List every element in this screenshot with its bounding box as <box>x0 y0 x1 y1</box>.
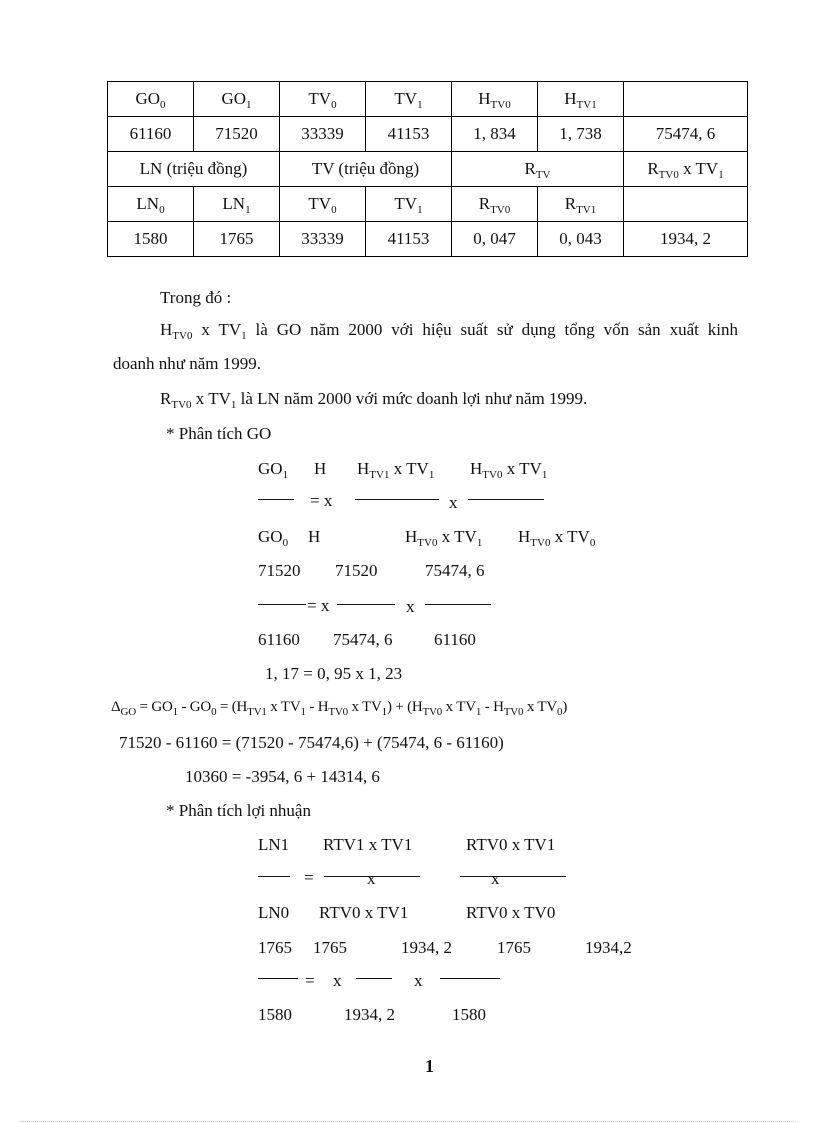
formula-number: 75474, 6 <box>333 630 393 649</box>
fraction-bar <box>460 876 566 877</box>
table-cell: 1, 834 <box>452 117 538 152</box>
fraction-bar <box>337 604 395 605</box>
formula-term: $H_{TV1}$ x $TV_1$ <box>357 459 435 481</box>
operator: x <box>449 493 458 512</box>
fraction-bar <box>258 978 298 979</box>
formula-number: 61160 <box>258 630 300 649</box>
formula-term: $GO_0$ <box>258 527 289 549</box>
table-cell: $LN_0$ <box>108 187 194 222</box>
table-cell: $GO_1$ <box>194 82 280 117</box>
fraction-bar <box>355 499 439 500</box>
table-cell: $GO_0$ <box>108 82 194 117</box>
fraction-bar <box>440 978 500 979</box>
page-bottom-divider <box>20 1121 796 1122</box>
operator: = x <box>307 596 330 615</box>
operator: x <box>491 869 500 888</box>
table-cell: $R_{TV}$ <box>452 152 624 187</box>
table-cell: 71520 <box>194 117 280 152</box>
formula-number: 1934, 2 <box>401 938 452 957</box>
formula-number: 1934, 2 <box>344 1005 395 1024</box>
paragraph-line: $H_{TV0}$ x $TV_1$ là GO năm 2000 với hiệu suất sử dụng tổng vốn sản xuất kinh <box>160 320 738 342</box>
table-cell: $TV_1$ <box>366 82 452 117</box>
table-cell: $TV_0$ <box>280 187 366 222</box>
table-row <box>108 222 748 257</box>
paragraph-line: doanh như năm 1999. <box>113 354 262 373</box>
formula-term: $H_{TV0}$ x $TV_0$ <box>518 527 596 549</box>
table-cell: 0, 047 <box>452 222 538 257</box>
formula-number: 1580 <box>258 1005 292 1024</box>
formula-term: RTV0 x TV0 <box>466 903 556 922</box>
operator: = <box>305 971 315 990</box>
formula-number: 1765 <box>313 938 347 957</box>
table-cell: 61160 <box>108 117 194 152</box>
table-cell <box>624 82 748 117</box>
table-cell: $TV_1$ <box>366 187 452 222</box>
table-cell: $R_{TV0}$ x $TV_1$ <box>624 152 748 187</box>
section-heading-go: * Phân tích GO <box>166 424 272 443</box>
delta-go-formula: $\Delta_{GO} = GO_1 - GO_0 = (H_{TV1}$ x $TV_1 - H_{TV0}$ x $TV_1) + (H_{TV0}$ x $TV_1 - H_{TV0}$ x $TV_0$) <box>111 699 568 718</box>
table-cell: 0, 043 <box>538 222 624 257</box>
formula-number: 1765 <box>258 938 292 957</box>
fraction-bar <box>356 978 392 979</box>
operator: = x <box>310 491 333 510</box>
table-cell: $H_{TV1}$ <box>538 82 624 117</box>
table-cell: LN (triệu đồng) <box>108 152 280 187</box>
table-cell: 41153 <box>366 222 452 257</box>
formula-term: $GO_1$ <box>258 459 289 481</box>
formula-term: $H_{TV0}$ x $TV_1$ <box>470 459 548 481</box>
table-cell: 41153 <box>366 117 452 152</box>
fraction-bar <box>425 604 491 605</box>
table-cell: $TV_0$ <box>280 82 366 117</box>
fraction-bar <box>258 499 294 500</box>
formula-term: LN1 <box>258 835 290 854</box>
formula-number: 71520 <box>335 561 378 580</box>
table-cell: 33339 <box>280 117 366 152</box>
table-row <box>108 82 748 117</box>
operator: x <box>406 597 415 616</box>
paragraph-line: $R_{TV0}$ x $TV_1$ là LN năm 2000 với mức doanh lợi như năm 1999. <box>160 389 588 411</box>
formula-term: RTV1 x TV1 <box>323 835 413 854</box>
formula-term: RTV0 x TV1 <box>466 835 556 854</box>
table-cell: 75474, 6 <box>624 117 748 152</box>
table-row <box>108 152 748 187</box>
delta-go-numbers: 71520 - 61160 = (71520 - 75474,6) + (75474, 6 - 61160) <box>119 733 504 752</box>
formula-term: $H_{TV0}$ x $TV_1$ <box>405 527 483 549</box>
operator: x <box>333 971 342 990</box>
operator: x <box>414 971 423 990</box>
formula-term: LN0 <box>258 903 290 922</box>
data-table <box>107 81 748 257</box>
formula-number: 71520 <box>258 561 301 580</box>
table-cell: $R_{TV1}$ <box>538 187 624 222</box>
delta-go-result: 10360 = -3954, 6 + 14314, 6 <box>185 767 380 786</box>
table-cell: $H_{TV0}$ <box>452 82 538 117</box>
table-cell: 1765 <box>194 222 280 257</box>
fraction-bar <box>468 499 544 500</box>
trong-do-label: Trong đó : <box>160 288 232 307</box>
formula-number: 61160 <box>434 630 476 649</box>
table-cell: $R_{TV0}$ <box>452 187 538 222</box>
fraction-bar <box>258 604 306 605</box>
operator: x <box>367 869 376 888</box>
table-cell <box>624 187 748 222</box>
table-cell: 33339 <box>280 222 366 257</box>
formula-number: 1765 <box>497 938 531 957</box>
formula-number: 1580 <box>452 1005 486 1024</box>
formula-term: H <box>314 459 327 478</box>
fraction-bar <box>258 876 290 877</box>
table-row <box>108 187 748 222</box>
page-number: 1 <box>425 1056 434 1076</box>
formula-term: RTV0 x TV1 <box>319 903 409 922</box>
section-heading-ln: * Phân tích lợi nhuận <box>166 801 311 820</box>
go-result: 1, 17 = 0, 95 x 1, 23 <box>265 664 403 683</box>
formula-number: 1934,2 <box>585 938 632 957</box>
table-cell: TV (triệu đồng) <box>280 152 452 187</box>
table-row <box>108 117 748 152</box>
formula-number: 75474, 6 <box>425 561 485 580</box>
table-cell: $LN_1$ <box>194 187 280 222</box>
table-cell: 1, 738 <box>538 117 624 152</box>
table-cell: 1580 <box>108 222 194 257</box>
table-cell: 1934, 2 <box>624 222 748 257</box>
formula-term: H <box>308 527 321 546</box>
operator: = <box>304 868 314 887</box>
